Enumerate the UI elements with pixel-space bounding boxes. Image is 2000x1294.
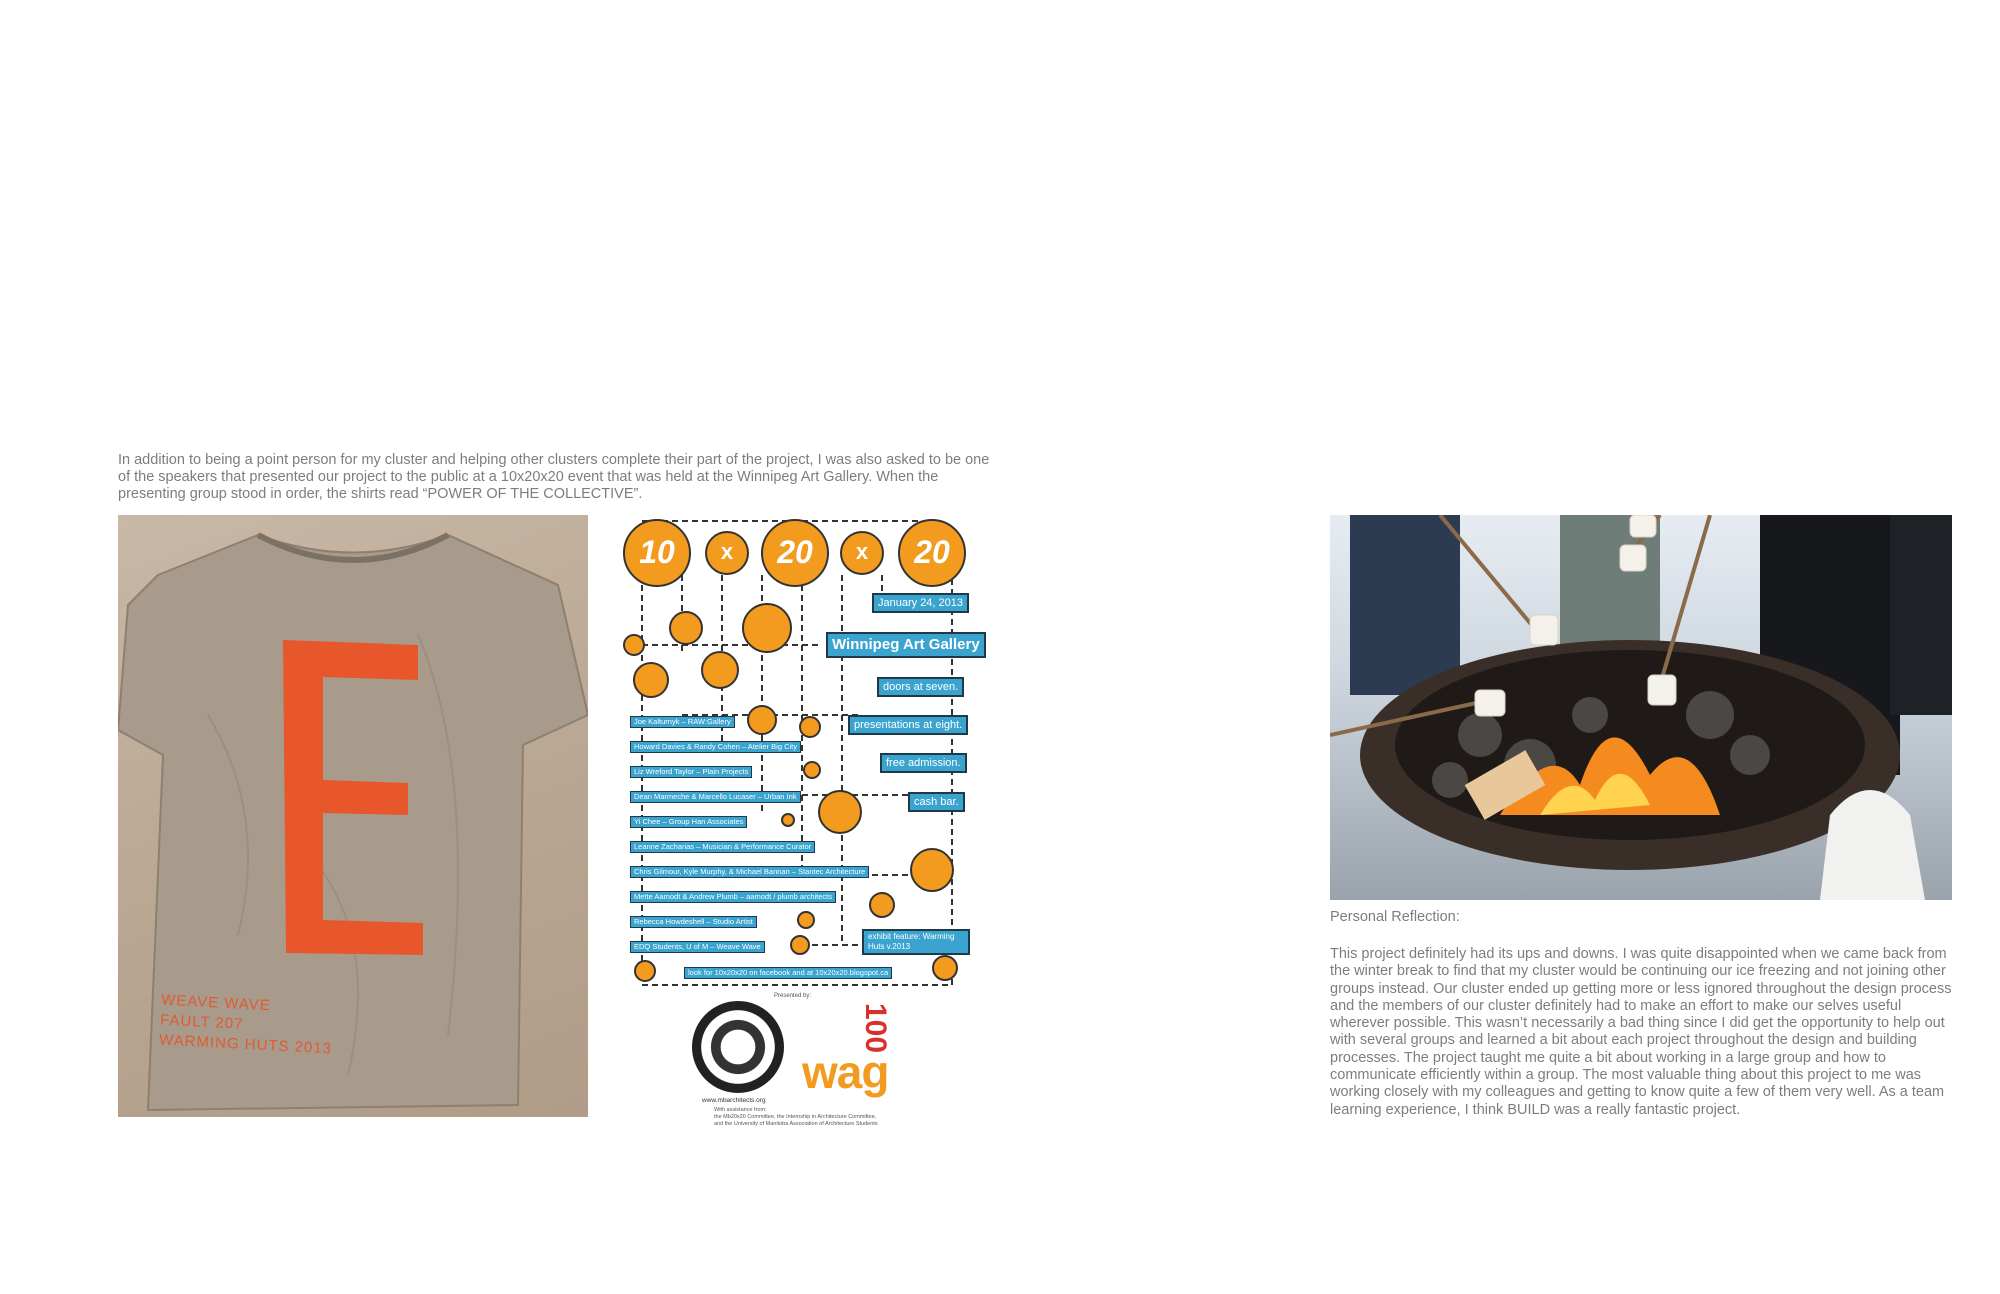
poster-cash-bar: cash bar.: [908, 792, 965, 812]
poster-speaker: Liz Wreford Taylor – Plain Projects: [630, 766, 752, 778]
association-website: www.mbarchitects.org: [702, 1097, 766, 1104]
intro-paragraph: In addition to being a point person for my cluster and helping other clusters complete their part of the project, I was also asked to be one of the speakers that presented our project to the public at a 10x20x20 event that was held at the Winnipeg Art Gallery. When the presenting group stood in order, the shirts read “POWER OF THE COLLECTIVE”.: [118, 452, 990, 502]
poster-doors: doors at seven.: [877, 677, 964, 697]
poster-presentations: presentations at eight.: [848, 715, 968, 735]
poster-speaker: Yi Chee – Group Han Associates: [630, 816, 747, 828]
poster-admission: free admission.: [880, 753, 967, 773]
wag-100-logo: 100: [859, 1003, 892, 1054]
shirt-print-text: WEAVE WAVE FAULT 207 WARMING HUTS 2013: [158, 991, 333, 1058]
poster-date: January 24, 2013: [872, 593, 969, 613]
poster-footer-line: look for 10x20x20 on facebook and at 10x20x20.blogspot.ca: [684, 967, 892, 979]
fire-pit-photo: [1330, 515, 1952, 900]
poster-speaker: Dean Marmeche & Marcello Lucaser – Urban Ink: [630, 791, 801, 803]
poster-exhibit: exhibit feature: Warming Huts v.2013: [862, 929, 970, 955]
poster-speaker: Leanne Zacharias – Musician & Performance Curator: [630, 841, 815, 853]
poster-speaker: Mette Aamodt & Andrew Plumb – aamodt / plumb architects: [630, 891, 836, 903]
poster-title-20b: 20: [914, 534, 950, 570]
poster-speaker: Howard Davies & Randy Cohen – Atelier Big City: [630, 741, 801, 753]
poster-speaker: EDQ Students, U of M – Weave Wave: [630, 941, 765, 953]
poster-venue: Winnipeg Art Gallery: [826, 632, 986, 658]
reflection-paragraph: This project definitely had its ups and downs. I was quite disappointed when we came back from the winter break to find that my cluster would be continuing our ice freezing and not joining other groups instead. Our cluster ended up getting more or less ignored throughout the design process and the members of our cluster definitely had to make an effort to make our selves useful wherever possible. This wasn’t necessarily a bad thing since I did get the opportunity to help out with several groups and learned a bit about each project throughout the design and building processes. The project taught me quite a bit about working in a large group and how to communicate efficiently within a group. The most valuable thing about this project to me was working closely with my colleagues and getting to know quite a few of them very well. As a team learning experience, I think BUILD was a really fantastic project.: [1330, 946, 1952, 1118]
reflection-heading: Personal Reflection:: [1330, 909, 1460, 925]
association-seal-logo: [692, 1001, 784, 1093]
poster-speaker: Rebecca Howdeshell – Studio Artist: [630, 916, 757, 928]
poster-title-20a: 20: [777, 534, 813, 570]
presented-by-label: Presented by:: [774, 993, 812, 999]
poster-title-x2: x: [855, 539, 869, 564]
poster-support-text: With assistance from: the Mb20x20 Committee, the Internship in Architecture Committee, and the University of Manitoba Association of Architecture Students: [714, 1107, 878, 1127]
wag-logo: wag: [802, 1046, 889, 1098]
poster-title-10: 10: [639, 534, 675, 570]
poster-title-x1: x: [720, 539, 734, 564]
poster-speaker: Chris Gilmour, Kyle Murphy, & Michael Bannan – Stantec Architecture: [630, 866, 869, 878]
event-poster: [622, 515, 980, 1127]
shirt-letter-e: [283, 640, 423, 955]
poster-speaker: Joe Kalturnyk – RAW:Gallery: [630, 716, 735, 728]
tshirt-photo: [118, 515, 588, 1117]
